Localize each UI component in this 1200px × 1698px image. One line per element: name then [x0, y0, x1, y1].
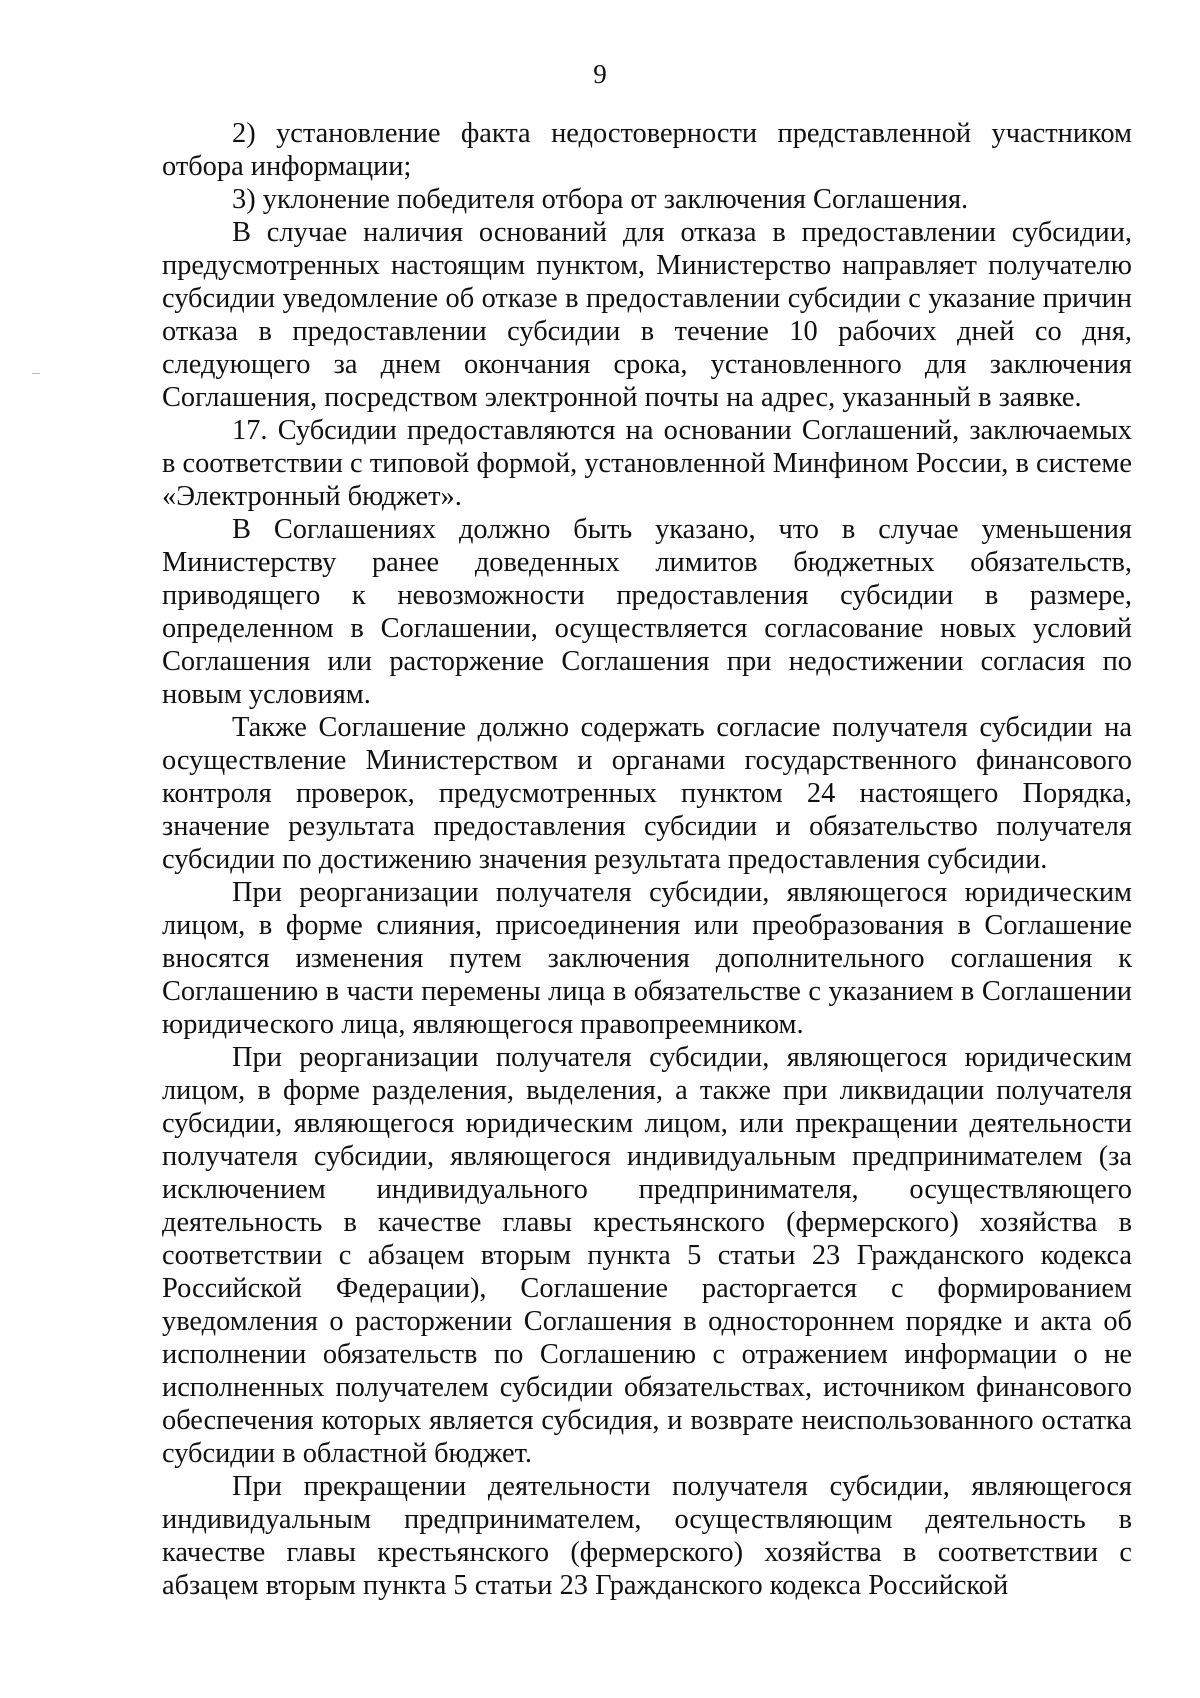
- paragraph-item-2: 2) установление факта недостоверности представленной участником отбора информации;: [162, 118, 1132, 182]
- paragraph-consent-inspections: Также Соглашение должно содержать согласие получателя субсидии на осуществление Министерством и органами государственного финансового контроля проверок, предусмотренных пунктом 24 настоящего Порядка, значение результата предоставления субсидии и обязательство получателя субсидии по достижению значения результата предоставления субсидии.: [162, 712, 1132, 875]
- paragraph-limits-reduction: В Соглашениях должно быть указано, что в случае уменьшения Министерству ранее доведенных лимитов бюджетных обязательств, приводящего к невозможности предоставления субсидии в размере, определенном в Соглашении, осуществляется согласование новых условий Соглашения или расторжение Соглашения при недостижении согласия по новым условиям.: [162, 514, 1132, 710]
- paragraph-entrepreneur-termination: При прекращении деятельности получателя субсидии, являющегося индивидуальным предпринимателем, осуществляющим деятельность в качестве главы крестьянского (фермерского) хозяйства в соответствии с абзацем вторым пункта 5 статьи 23 Гражданского кодекса Российской: [162, 1471, 1132, 1601]
- paragraph-reorganization-division: При реорганизации получателя субсидии, являющегося юридическим лицом, в форме разделения, выделения, а также при ликвидации получателя субсидии, являющегося юридическим лицом, или прекращении деятельности получателя субсидии, являющегося индивидуальным предпринимателем (за исключением индивидуального предпринимателя, осуществляющего деятельность в качестве главы крестьянского (фермерского) хозяйства в соответствии с абзацем вторым пункта 5 статьи 23 Гражданского кодекса Российской Федерации), Соглашение расторгается с формированием уведомления о расторжении Соглашения в одностороннем порядке и акта об исполнении обязательств по Соглашению с отражением информации о не исполненных получателем субсидии обязательствах, источником финансового обеспечения которых является субсидия, и возврате неиспользованного остатка субсидии в областной бюджет.: [162, 1042, 1132, 1469]
- document-body: [162, 117, 1132, 1602]
- paragraph-reorganization-merger: При реорганизации получателя субсидии, являющегося юридическим лицом, в форме слияния, присоединения или преобразования в Соглашение вносятся изменения путем заключения дополнительного соглашения к Соглашению в части перемены лица в обязательстве с указанием в Соглашении юридического лица, являющегося правопреемником.: [162, 877, 1132, 1040]
- scan-margin-mark: [32, 373, 40, 374]
- page-number: 9: [593, 59, 607, 89]
- paragraph-section-17: 17. Субсидии предоставляются на основании Соглашений, заключаемых в соответствии с типовой формой, установленной Минфином России, в системе «Электронный бюджет».: [162, 415, 1132, 512]
- paragraph-refusal-notice: В случае наличия оснований для отказа в предоставлении субсидии, предусмотренных настоящим пунктом, Министерство направляет получателю субсидии уведомление об отказе в предоставлении субсидии с указание причин отказа в предоставлении субсидии в течение 10 рабочих дней со дня, следующего за днем окончания срока, установленного для заключения Соглашения, посредством электронной почты на адрес, указанный в заявке.: [162, 217, 1132, 413]
- paragraph-item-3: 3) уклонение победителя отбора от заключения Соглашения.: [232, 184, 969, 215]
